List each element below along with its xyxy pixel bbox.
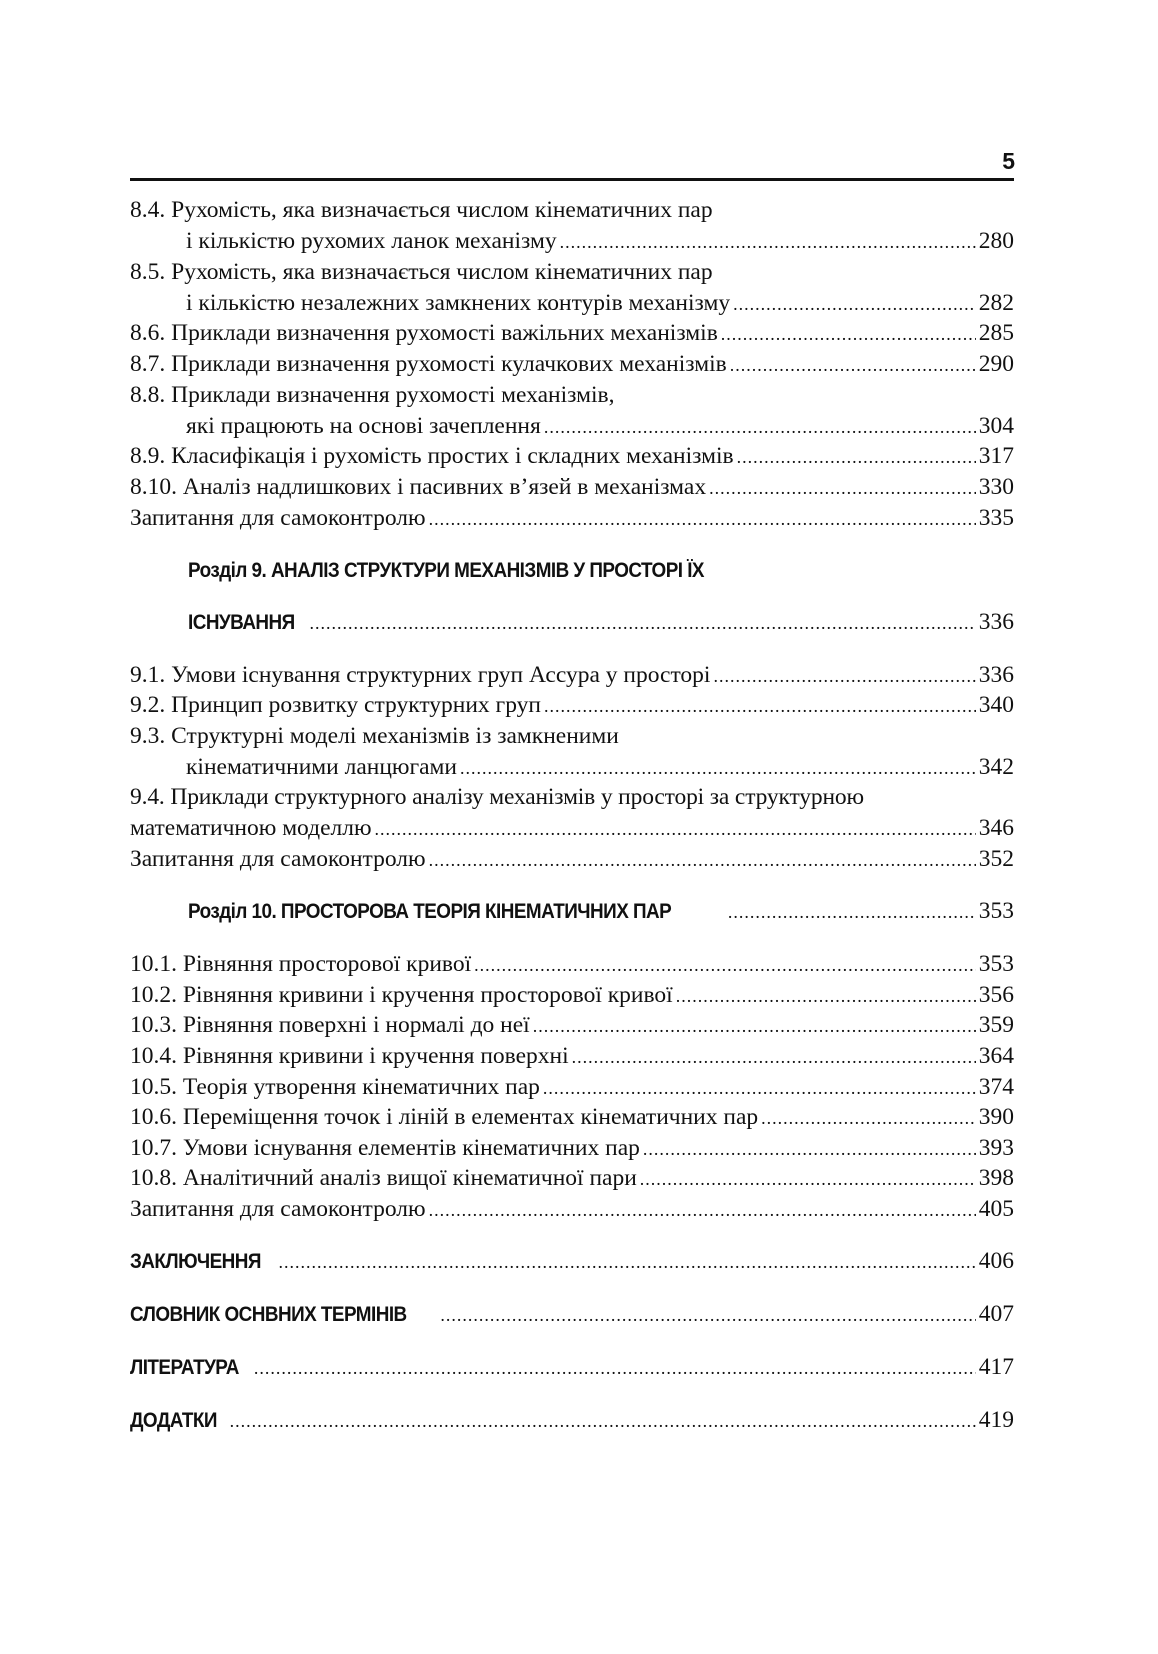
dot-leader (254, 1353, 976, 1383)
toc-entry-title: 10.8. Аналітичний аналіз вищої кінематичної пари (130, 1165, 637, 1191)
toc-section-10[interactable] (130, 896, 1014, 926)
toc-entry-9-2[interactable] (130, 690, 1014, 720)
dot-leader (721, 319, 976, 349)
toc-entry-title: 10.7. Умови існування елементів кінематичних пар (130, 1135, 640, 1161)
toc-entry-title: Запитання для самоконтролю (130, 505, 426, 531)
dot-leader (544, 412, 976, 442)
toc-page-number: 282 (978, 290, 1014, 316)
toc-entry-title: які працюють на основі зачеплення (186, 413, 541, 439)
toc-entry-questions-8[interactable] (130, 503, 1014, 533)
toc-page-number: 336 (978, 609, 1014, 635)
dot-leader (730, 350, 976, 380)
toc-section-title: ЗАКЛЮЧЕННЯ (130, 1250, 261, 1273)
dot-leader (460, 753, 976, 783)
toc-entry-8-5[interactable] (130, 257, 1014, 287)
toc-page-number: 290 (978, 351, 1014, 377)
dot-leader (560, 227, 976, 257)
toc-entry-title: 8.9. Класифікація і рухомість простих і складних механізмів (130, 443, 734, 469)
toc-page-number: 352 (978, 846, 1014, 872)
toc-entry-10-3[interactable] (130, 1010, 1014, 1040)
toc-entry-10-5[interactable] (130, 1072, 1014, 1102)
toc-entry-10-8[interactable] (130, 1163, 1014, 1193)
toc-entry-title: 8.8. Приклади визначення рухомості механізмів, (130, 382, 615, 408)
toc-page-number: 406 (978, 1248, 1014, 1274)
toc-entry-title: 10.6. Переміщення точок і ліній в елементах кінематичних пар (130, 1104, 759, 1130)
dot-leader (676, 981, 976, 1011)
toc-page-number: 340 (978, 692, 1014, 718)
dot-leader (643, 1134, 976, 1164)
toc-entry-title: 8.6. Приклади визначення рухомості важільних механізмів (130, 320, 718, 346)
dot-leader (429, 1195, 976, 1225)
dot-leader (640, 1164, 976, 1194)
toc-section-title: ДОДАТКИ (130, 1409, 217, 1432)
toc-entry-8-8[interactable] (130, 380, 1014, 410)
dot-leader (429, 845, 976, 875)
dot-leader (375, 814, 976, 844)
toc-entry-9-1[interactable] (130, 660, 1014, 690)
toc-entry-9-3[interactable] (130, 721, 1014, 751)
toc-entry-title: Запитання для самоконтролю (130, 1196, 426, 1222)
toc-page-number: 407 (978, 1301, 1014, 1327)
toc-entry-title: 9.2. Принцип розвитку структурних груп (130, 692, 541, 718)
dot-leader (474, 950, 976, 980)
dot-leader (429, 504, 976, 534)
toc-page-number: 393 (978, 1135, 1014, 1161)
toc-page-number: 359 (978, 1012, 1014, 1038)
dot-leader (737, 442, 976, 472)
toc-page-number: 364 (978, 1043, 1014, 1069)
toc-section-title: Розділ 9. АНАЛІЗ СТРУКТУРИ МЕХАНІЗМІВ У ПРОСТОРІ ЇХ (188, 559, 704, 582)
toc-page-number: 335 (978, 505, 1014, 531)
toc-page-number: 353 (978, 898, 1014, 924)
toc-page-number: 280 (978, 228, 1014, 254)
toc-entry-8-7[interactable] (130, 349, 1014, 379)
toc-entry-title: і кількістю рухомих ланок механізму (186, 228, 557, 254)
toc-page-number: 356 (978, 982, 1014, 1008)
toc-entry-title: 8.10. Аналіз надлишкових і пасивних в’язей в механізмах (130, 474, 707, 500)
toc-page-number: 398 (978, 1165, 1014, 1191)
toc-entry-9-4[interactable] (130, 782, 1014, 812)
toc-page-number: 405 (978, 1196, 1014, 1222)
toc-page-number: 374 (978, 1074, 1014, 1100)
toc-entry-10-7[interactable] (130, 1133, 1014, 1163)
toc-appendices[interactable] (130, 1405, 1014, 1435)
toc-entry-8-4-cont[interactable] (130, 226, 1014, 256)
toc-entry-title: 10.1. Рівняння просторової кривої (130, 951, 472, 977)
page-number: 5 (1002, 148, 1015, 174)
toc-page-number: 304 (978, 413, 1014, 439)
toc-page-number: 336 (978, 662, 1014, 688)
dot-leader (310, 608, 976, 638)
dot-leader (230, 1406, 976, 1436)
toc-page-number: 417 (978, 1354, 1014, 1380)
toc-entry-title: Запитання для самоконтролю (130, 846, 426, 872)
toc-conclusion[interactable] (130, 1246, 1014, 1276)
toc-entry-9-4-cont[interactable] (130, 813, 1014, 843)
dot-leader (440, 1300, 975, 1330)
toc-entry-title: кінематичними ланцюгами (186, 754, 458, 780)
toc-literature[interactable] (130, 1352, 1014, 1382)
toc-entry-10-2[interactable] (130, 980, 1014, 1010)
toc-entry-8-8-cont[interactable] (130, 411, 1014, 441)
toc-page-number: 342 (978, 754, 1014, 780)
toc-section-title: ЛІТЕРАТУРА (130, 1356, 239, 1379)
header-rule (130, 178, 1014, 181)
toc-entry-title: 10.5. Теорія утворення кінематичних пар (130, 1074, 540, 1100)
dot-leader (733, 289, 976, 319)
toc-page-number: 317 (978, 443, 1014, 469)
toc-entry-title: 9.3. Структурні моделі механізмів із замкненими (130, 723, 619, 749)
toc-entry-8-4[interactable] (130, 195, 1014, 225)
toc-section-title: СЛОВНИК ОСНВНИХ ТЕРМІНІВ (130, 1303, 407, 1326)
toc-glossary[interactable] (130, 1299, 1014, 1329)
toc-entry-9-3-cont[interactable] (130, 752, 1014, 782)
toc-section-title: Розділ 10. ПРОСТОРОВА ТЕОРІЯ КІНЕМАТИЧНИХ ПАР (188, 900, 672, 923)
toc-section-9-cont[interactable] (130, 607, 1014, 637)
dot-leader (761, 1103, 976, 1133)
toc-entry-10-4[interactable] (130, 1041, 1014, 1071)
toc-entry-title: 10.2. Рівняння кривини і кручення просторової кривої (130, 982, 673, 1008)
toc-entry-8-6[interactable] (130, 318, 1014, 348)
toc-entry-title: 8.7. Приклади визначення рухомості кулачкових механізмів (130, 351, 727, 377)
toc-entry-title: 10.3. Рівняння поверхні і нормалі до неї (130, 1012, 530, 1038)
dot-leader (713, 661, 975, 691)
toc-entry-title: 9.4. Приклади структурного аналізу механізмів у просторі за структурною (130, 784, 864, 810)
toc-page-number: 419 (978, 1407, 1014, 1433)
toc-entry-8-10[interactable] (130, 472, 1014, 502)
dot-leader (709, 473, 976, 503)
toc-page-number: 390 (978, 1104, 1014, 1130)
dot-leader (278, 1247, 975, 1277)
toc-page-number: 346 (978, 815, 1014, 841)
toc-entry-title: 8.4. Рухомість, яка визначається числом кінематичних пар (130, 197, 713, 223)
toc-entry-10-6[interactable] (130, 1102, 1014, 1132)
toc-entry-title: і кількістю незалежних замкнених контурів механізму (186, 290, 731, 316)
dot-leader (533, 1011, 976, 1041)
toc-section-9[interactable] (130, 556, 1014, 586)
toc-entry-10-1[interactable] (130, 949, 1014, 979)
dot-leader (728, 897, 976, 927)
toc-entry-title: 9.1. Умови існування структурних груп Ассура у просторі (130, 662, 711, 688)
dot-leader (572, 1042, 976, 1072)
toc-entry-questions-9[interactable] (130, 844, 1014, 874)
toc-section-title: ІСНУВАННЯ (188, 611, 295, 634)
dot-leader (544, 691, 976, 721)
dot-leader (543, 1073, 976, 1103)
toc-entry-title: 8.5. Рухомість, яка визначається числом кінематичних пар (130, 259, 713, 285)
toc-entry-title: математичною моделлю (130, 815, 372, 841)
toc-page-number: 330 (978, 474, 1014, 500)
toc-entry-8-9[interactable] (130, 441, 1014, 471)
toc-page-number: 353 (978, 951, 1014, 977)
toc-page-number: 285 (978, 320, 1014, 346)
toc-entry-questions-10[interactable] (130, 1194, 1014, 1224)
toc-entry-title: 10.4. Рівняння кривини і кручення поверхні (130, 1043, 569, 1069)
toc-entry-8-5-cont[interactable] (130, 288, 1014, 318)
